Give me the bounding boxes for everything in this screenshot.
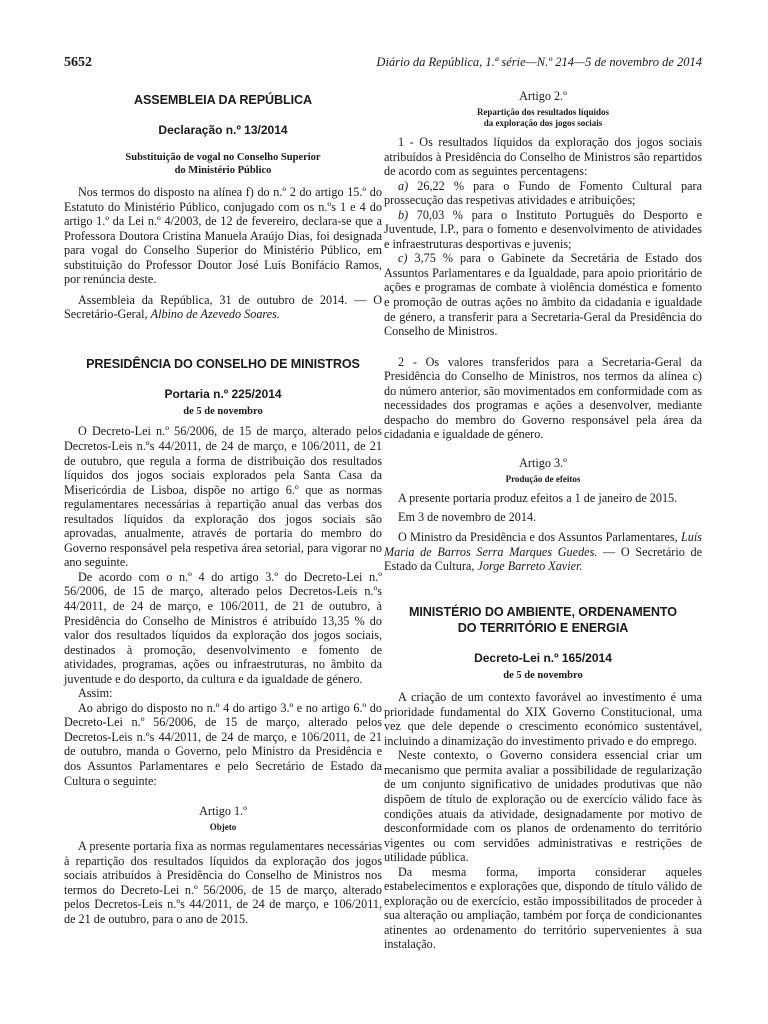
signature-paragraph <box>64 293 382 322</box>
section-title-ministerio-line-2: DO TERRITÓRIO E ENERGIA <box>457 620 629 635</box>
list-item <box>384 179 702 208</box>
signatory-name: Jorge Barreto Xavier. <box>477 559 583 574</box>
article-title: Produção de efeitos <box>505 473 581 484</box>
paragraph: Ao abrigo do disposto no n.º 4 do artigo 3.º e no artigo 6.º do Decreto-Lei n.º 56/2006, de 15 de março, alterado pelos Decretos-Leis n.ºs 44/2011, de 24 de março, e 106/2011, de 21 de outubro, manda o Governo, pelo Ministro da Presidência e dos Assuntos Parlamentares e pelo Secretário de Estado da Cultura o seguinte: <box>64 700 382 788</box>
list-item <box>384 251 702 338</box>
list-item-text: 3,75 % para o Gabinete da Secretária de Estado dos Assuntos Parlamentares e da Igualdade, para apoio prioritário de ações e programas de combate à violência doméstica e fomento e promoção de outras ações no âmbito da cidadania e igualdade de género, a transferir para a Secretaria-Geral da Presidência do Conselho de Ministros. <box>384 251 702 339</box>
paragraph: 1 - Os resultados líquidos da exploração dos jogos sociais atribuídos à Presidência do Conselho de Ministros são repartidos de acordo com as seguintes percentagens: <box>384 135 702 179</box>
signatory-name: Albino de Azevedo Soares. <box>150 307 280 322</box>
list-marker: c) <box>398 251 408 266</box>
document-date: de 5 de novembro <box>503 669 583 681</box>
article-title-line-2: da exploração dos jogos sociais <box>483 118 603 128</box>
section-title-presidencia: PRESIDÊNCIA DO CONSELHO DE MINISTROS <box>86 356 360 371</box>
paragraph: Nos termos do disposto na alínea f) do n.º 2 do artigo 15.º do Estatuto do Ministério Público, conjugado com os n.ºs 1 e 4 do artigo 1.º da Lei n.º 4/2003, de 12 de fevereiro, declara-se que a Professora Doutora Cristina Manuela Araújo Dias, foi designada para vogal do Conselho Superior do Ministério Público, em substituição do Professor Doutor José Luís Bonifácio Ramos, por renúncia deste. <box>64 185 382 287</box>
paragraph: A presente portaria fixa as normas regulamentares necessárias à repartição dos resultados líquidos da exploração dos jogos sociais atribuídos à Presidência do Conselho de Ministros nos termos do Decreto-Lei n.º 56/2006, de 15 de março, alterado pelos Decretos-Leis n.ºs 44/2011, de 24 de março, e 106/2011, de 21 de outubro, para o ano de 2015. <box>64 839 382 926</box>
paragraph: De acordo com o n.º 4 do artigo 3.º do Decreto-Lei n.º 56/2006, de 15 de março, alterado pelos Decretos-Leis n.ºs 44/2011, de 24 de março, e 106/2011, de 21 de outubro, à Presidência do Conselho de Ministros é atribuído 13,35 % do valor dos resultados líquidos da exploração dos jogos sociais, destinados à promoção, desenvolvimento e fomento de atividades, programas, ações ou infraestruturas, no âmbito da juventude e do desporto, da cultura e da igualdade de género. <box>64 569 382 686</box>
article-heading: Artigo 2.º <box>519 89 567 103</box>
section-title-assembleia: ASSEMBLEIA DA REPÚBLICA <box>134 93 312 107</box>
list-item <box>384 208 702 252</box>
paragraph: 2 - Os valores transferidos para a Secretaria-Geral da Presidência do Conselho de Ministros, nos termos da alínea c) do número anterior, são movimentados em conformidade com as necessidades dos programas e ações a desenvolver, mediante despacho do membro do Governo responsável pela área da cidadania e igualdade de género. <box>384 354 702 442</box>
signature-text: Assembleia da República, 31 de outubro de 2014. — O Secretário-Geral, <box>64 292 382 322</box>
paragraph: Neste contexto, o Governo considera essencial criar um mecanismo que permita avaliar a possibilidade de regularização de um conjunto significativo de unidades produtivas que não dispõem de título de exploração ou de exercício válido face às condições atuais da atividade, designadamente por motivo de desconformidade com os planos de ordenamento do território vigentes ou com servidões administrativas e restrições de utilidade pública. <box>384 748 702 865</box>
subject-line-2: do Ministério Público <box>174 164 272 176</box>
document-title-decreto-lei: Decreto-Lei n.º 165/2014 <box>474 650 612 665</box>
section-title-ministerio-line-1: MINISTÉRIO DO AMBIENTE, ORDENAMENTO <box>409 604 677 619</box>
document-title-declaracao: Declaração n.º 13/2014 <box>158 123 288 137</box>
article-heading: Artigo 3.º <box>519 455 567 470</box>
signature-text: O Ministro da Presidência e dos Assuntos Parlamentares, <box>398 530 681 545</box>
list-item-text: 70,03 % para o Instituto Português do Desporto e Juventude, I.P., para o fomento e desenvolvimento de atividades e infraestruturas desportivas e juvenis; <box>384 207 702 251</box>
document-date: de 5 de novembro <box>183 405 263 417</box>
signatory-name: Luís Maria de Barros Serra Marques Guedes. <box>384 530 702 559</box>
date-line: Em 3 de novembro de 2014. <box>398 510 537 525</box>
paragraph: A presente portaria produz efeitos a 1 de janeiro de 2015. <box>398 490 678 505</box>
left-column <box>64 90 382 926</box>
signature-paragraph <box>384 530 702 574</box>
paragraph: O Decreto-Lei n.º 56/2006, de 15 de março, alterado pelos Decretos-Leis n.ºs 44/2011, de 24 de março, e 106/2011, de 21 de outubro, que regula a forma de distribuição dos resultados líquidos dos jogos sociais explorados pela Santa Casa da Misericórdia de Lisboa, dispõe no artigo 6.º que as normas regulamentares necessárias à repartição anual das verbas dos resultados líquidos da exploração dos jogos sociais são aprovadas, anualmente, através de portaria do membro do Governo responsável pela respetiva área setorial, para vigorar no ano seguinte. <box>64 424 382 570</box>
list-marker: a) <box>398 178 409 193</box>
article-title-line-1: Repartição dos resultados líquidos <box>476 107 610 117</box>
article-title: Objeto <box>209 822 237 833</box>
article-heading: Artigo 1.º <box>199 804 247 819</box>
right-column <box>384 90 702 952</box>
document-title-portaria: Portaria n.º 225/2014 <box>164 386 282 401</box>
journal-header: Diário da República, 1.ª série—N.º 214—5 de novembro de 2014 <box>376 55 702 69</box>
paragraph: A criação de um contexto favorável ao investimento é uma prioridade fundamental do XIX Governo Constitucional, uma vez que dele depende o crescimento económico sustentável, incluindo a dinamização do investimento privado e do emprego. <box>384 690 702 748</box>
page-number: 5652 <box>64 55 92 70</box>
subject-line-1: Substituição de vogal no Conselho Superior <box>125 152 321 163</box>
paragraph: Assim: <box>78 686 113 701</box>
signature-text: — O Secretário de Estado da Cultura, <box>384 544 702 574</box>
paragraph: Da mesma forma, importa considerar aqueles estabelecimentos e explorações que, dispondo de título válido de exploração ou de exercício, estão impossibilitados de proceder à sua alteração ou ampliação, também por força de condicionantes atinentes ao ordenamento do território supervenientes à sua instalação. <box>384 864 702 952</box>
list-item-text: 26,22 % para o Fundo de Fomento Cultural para prossecução das respetivas atividades e atribuições; <box>384 178 702 208</box>
list-marker: b) <box>398 207 409 222</box>
